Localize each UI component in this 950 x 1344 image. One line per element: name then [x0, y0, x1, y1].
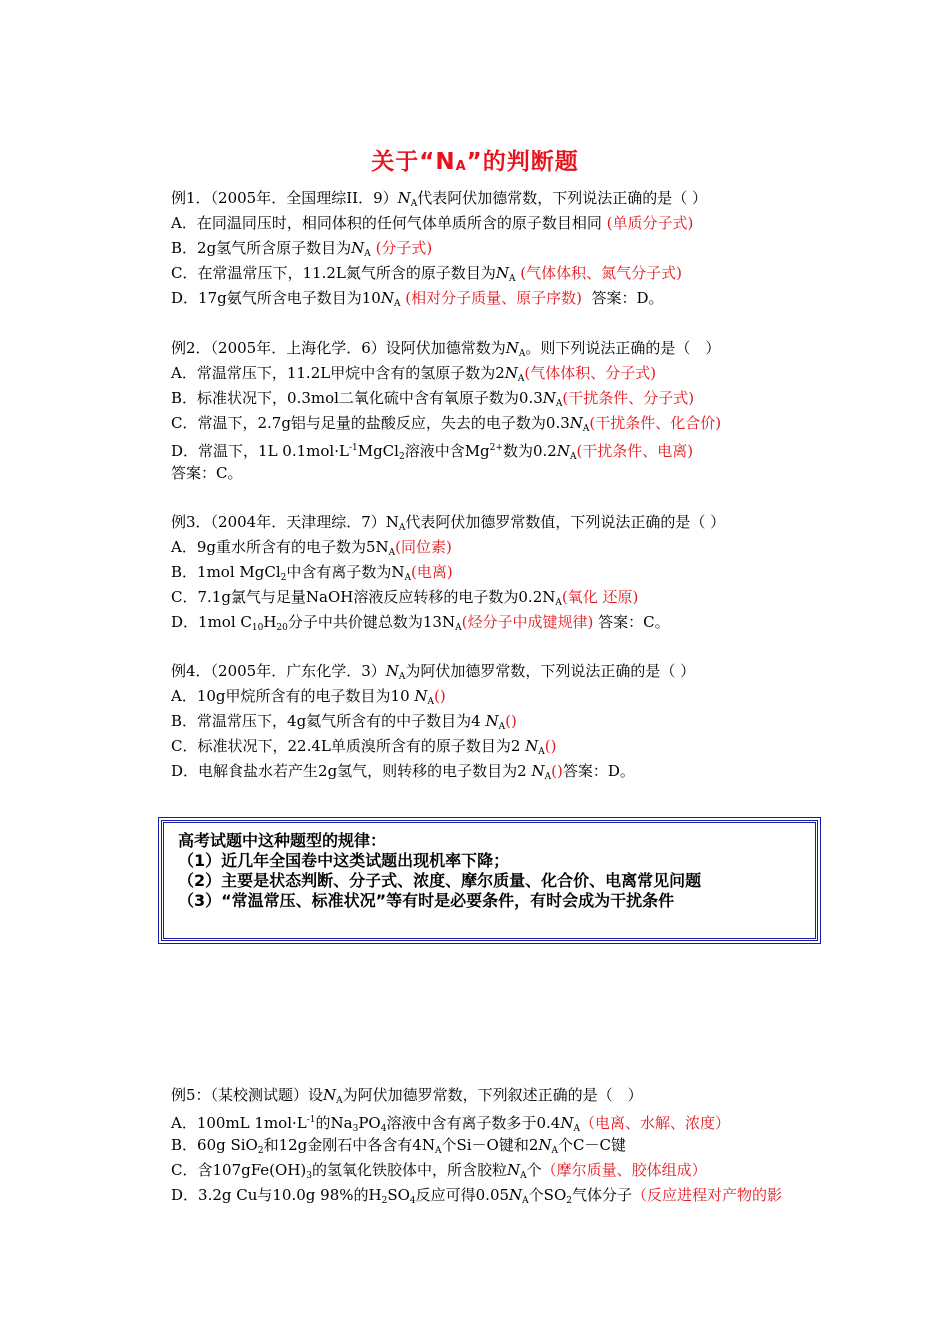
ex5-stem: 例5：（某校测试题）设$N_A$为阿伏加德罗常数，下列叙述正确的是（ ）	[171, 1086, 643, 1106]
ex3-option-d: D．1mol $C_{10}H_{20}$分子中共价键总数为$13N_A$(烃分子中成键规律) 答案：C。	[171, 613, 670, 633]
ex1-option-d: D．17g氨气所含电子数目为$10N_A$ (相对分子质量、原子序数) 答案：D。	[171, 289, 664, 309]
rules-item-3: （3）“常温常压、标准状况”等有时是必要条件，有时会成为干扰条件	[178, 891, 675, 910]
rules-item-2: （2）主要是状态判断、分子式、浓度、摩尔质量、化合价、电离常见问题	[178, 871, 702, 890]
ex3-option-a: A．9g重水所含有的电子数为$5N_A$(同位素)	[171, 538, 452, 558]
ex4-option-a: A．10g甲烷所含有的电子数目为10 $N_A()$	[171, 687, 446, 707]
ex2-answer: 答案：C。	[171, 464, 243, 482]
ex3-option-c: C．7.1g氯气与足量NaOH溶液反应转移的电子数为$0.2N_A$(氧化 还原)	[171, 588, 639, 608]
ex5-option-c: C．含$107gFe(OH)_3$的氢氧化铁胶体中，所含胶粒$N_A$个（摩尔质量、胶体组成）	[171, 1161, 707, 1181]
ex4-option-d: D．电解食盐水若产生2g氢气，则转移的电子数目为2 $N_A()$答案：D。	[171, 762, 635, 782]
ex5-option-d: D．3.2g Cu与10.0g 98%的$H_2SO_4$反应可得$0.05N_A$个$SO_2$气体分子（反应进程对产物的影	[171, 1186, 783, 1206]
ex4-option-b: B．常温常压下，4g氦气所含有的中子数目为4 $N_A()$	[171, 712, 517, 732]
ex5-option-a: A．100mL $1mol\cdot L^{-1}$的$Na_3PO_4$溶液中含有离子数多于$0.4N_A$（电离、水解、浓度）	[171, 1114, 730, 1134]
ex3-stem: 例3．（2004年．天津理综．$7)N_A$代表阿伏加德罗常数值，下列说法正确的是（ ）	[171, 513, 726, 533]
ex1-stem: 例1．（2005年．全国理综II．$9)N_A$代表阿伏加德常数，下列说法正确的是（ ）	[171, 189, 708, 209]
ex2-option-d: D．常温下，1L $0.1mol\cdot L^{-1}MgCl_2$溶液中含$Mg^{2+}$数为$0.2N_A$(干扰条件、电离)	[171, 442, 694, 462]
rules-content	[178, 831, 809, 911]
ex1-option-c: C．在常温常压下，11.2L氮气所含的原子数目为$N_A$ (气体体积、氮气分子式)	[171, 264, 682, 284]
ex5-option-b: B．60g SiO$_2$和12g金刚石中各含有$4N_A$个Si－O键和$2N_A$个C－C键	[171, 1136, 626, 1156]
rules-item-1: （1）近几年全国卷中这类试题出现机率下降；	[178, 851, 510, 870]
ex2-stem: 例2．（2005年．上海化学．6）设阿伏加德常数为$N_A$。则下列说法正确的是（ ）	[171, 339, 721, 359]
rules-box	[161, 820, 818, 941]
ex4-option-c: C．标准状况下，22.4L单质溴所含有的原子数目为2 $N_A()$	[171, 737, 557, 757]
ex1-option-b: B．2g氢气所含原子数目为$N_A$ (分子式)	[171, 239, 433, 259]
ex2-option-c: C．常温下，2.7g铝与足量的盐酸反应，失去的电子数为$0.3N_A$(干扰条件、化合价)	[171, 414, 722, 434]
ex4-stem: 例4．（2005年．广东化学．$3)N_A$为阿伏加德罗常数，下列说法正确的是（ ）	[171, 662, 696, 682]
ex2-option-b: B．标准状况下，0.3mol二氧化硫中含有氧原子数为$0.3N_A$(干扰条件、分子式)	[171, 389, 695, 409]
rules-heading: 高考试题中这种题型的规律：	[178, 831, 387, 850]
ex2-option-a: A．常温常压下，11.2L甲烷中含有的氢原子数为$2N_A$(气体体积、分子式)	[171, 364, 657, 384]
ex1-option-a: A．在同温同压时，相同体积的任何气体单质所含的原子数目相同 (单质分子式)	[171, 214, 694, 232]
page-title: 关于“$N_A$”的判断题	[371, 149, 579, 175]
ex3-option-b: B．1mol MgCl$_2$中含有离子数为$N_A$(电离)	[171, 563, 453, 583]
